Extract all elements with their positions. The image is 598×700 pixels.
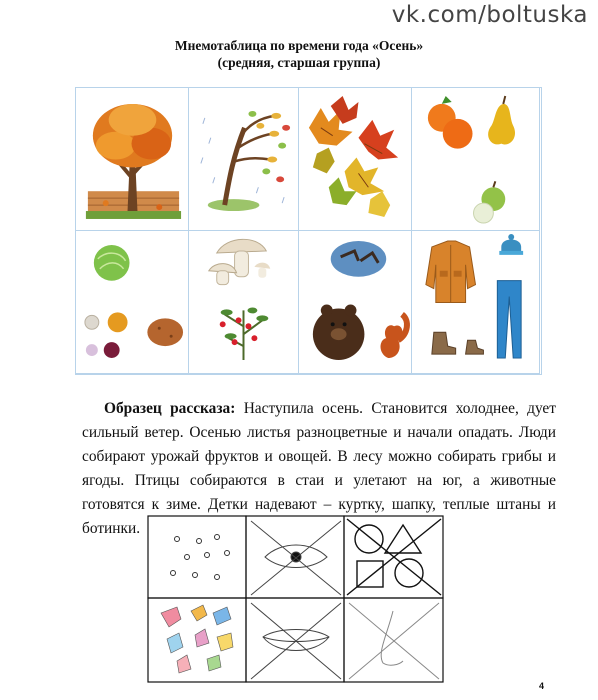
crossed-nose-icon <box>349 603 439 679</box>
watermark: vk.com/boltuska <box>391 2 588 28</box>
autumn-tree-icon <box>76 88 188 230</box>
autumn-clothes-icon <box>412 231 539 373</box>
vegetables-icon <box>76 231 188 373</box>
title-line-2: (средняя, старшая группа) <box>217 55 381 70</box>
cell-autumn-leaves <box>299 88 412 231</box>
cell-clothes <box>412 231 540 374</box>
crossed-shapes-icon <box>347 519 441 595</box>
picture-grid <box>75 87 542 375</box>
dots-icon <box>171 535 230 580</box>
crossed-eye-icon <box>251 521 341 595</box>
story-label: Образец рассказа: <box>104 400 236 417</box>
page-title <box>0 37 598 71</box>
cell-windy-tree <box>189 88 299 231</box>
fruits-icon <box>412 88 539 230</box>
title-line-1: Мнемотаблица по времени года «Осень» <box>174 38 424 53</box>
cell-mushrooms <box>189 231 299 374</box>
mushrooms-berries-icon <box>189 231 298 373</box>
cell-animals <box>299 231 412 374</box>
colored-leaves-icon <box>161 605 233 673</box>
cell-autumn-tree <box>76 88 189 231</box>
symbol-grid <box>147 515 445 683</box>
cell-vegetables <box>76 231 189 374</box>
animals-birds-icon <box>299 231 411 373</box>
autumn-leaves-icon <box>299 88 411 230</box>
story-text: Наступила осень. Становится холоднее, дует сильный ветер. Осенью листья разноцветные и начали опадать. Люди собирают урожай фруктов и овощей. В лесу можно собирать грибы и ягоды. Птицы собираются в стаи и улетают на юг, а животные готовятся к зиме. Детки надевают – куртку, шапку, теплые штаны и ботинки. <box>82 400 556 537</box>
windy-tree-icon <box>189 88 298 230</box>
page-number: 4 <box>538 681 544 691</box>
cell-fruits <box>412 88 540 231</box>
crossed-mouth-icon <box>251 603 341 679</box>
